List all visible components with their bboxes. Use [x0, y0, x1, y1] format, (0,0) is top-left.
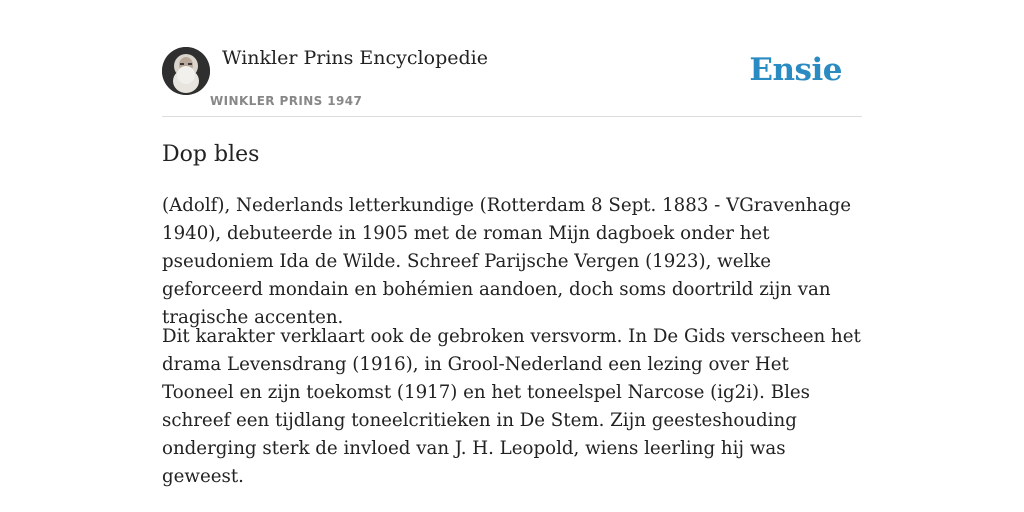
- page: [162, 0, 862, 512]
- brand-logo-link[interactable]: Ensie: [749, 52, 842, 88]
- article-paragraph-1: (Adolf), Nederlands letterkundige (Rotterdam 8 Sept. 1883 - VGravenhage 1940), debuteerde in 1905 met de roman Mijn dagboek onder het pseudoniem Ida de Wilde. Schreef Parijsche Vergen (1923), welke geforceerd mondain en bohémien aandoen, doch soms doortrild zijn van tragische accenten.: [162, 195, 852, 328]
- article-paragraph-2: Dit karakter verklaart ook de gebroken versvorm. In De Gids verscheen het drama Levensdrang (1916), in Grool-Nederland een lezing over Het Tooneel en zijn toekomst (1917) en het toneelspel Narcose (ig2i). Bles schreef een tijdlang toneelcritieken in De Stem. Zijn geesteshouding onderging sterk de invloed van J. H. Leopold, wiens leerling hij was geweest.: [162, 326, 861, 487]
- site-name[interactable]: Winkler Prins Encyclopedie: [222, 47, 488, 69]
- article-title: Dop bles: [162, 142, 260, 167]
- header: [162, 0, 862, 117]
- source-label: WINKLER PRINS 1947: [210, 94, 363, 108]
- portrait-icon: [162, 47, 210, 95]
- author-avatar[interactable]: [162, 47, 210, 95]
